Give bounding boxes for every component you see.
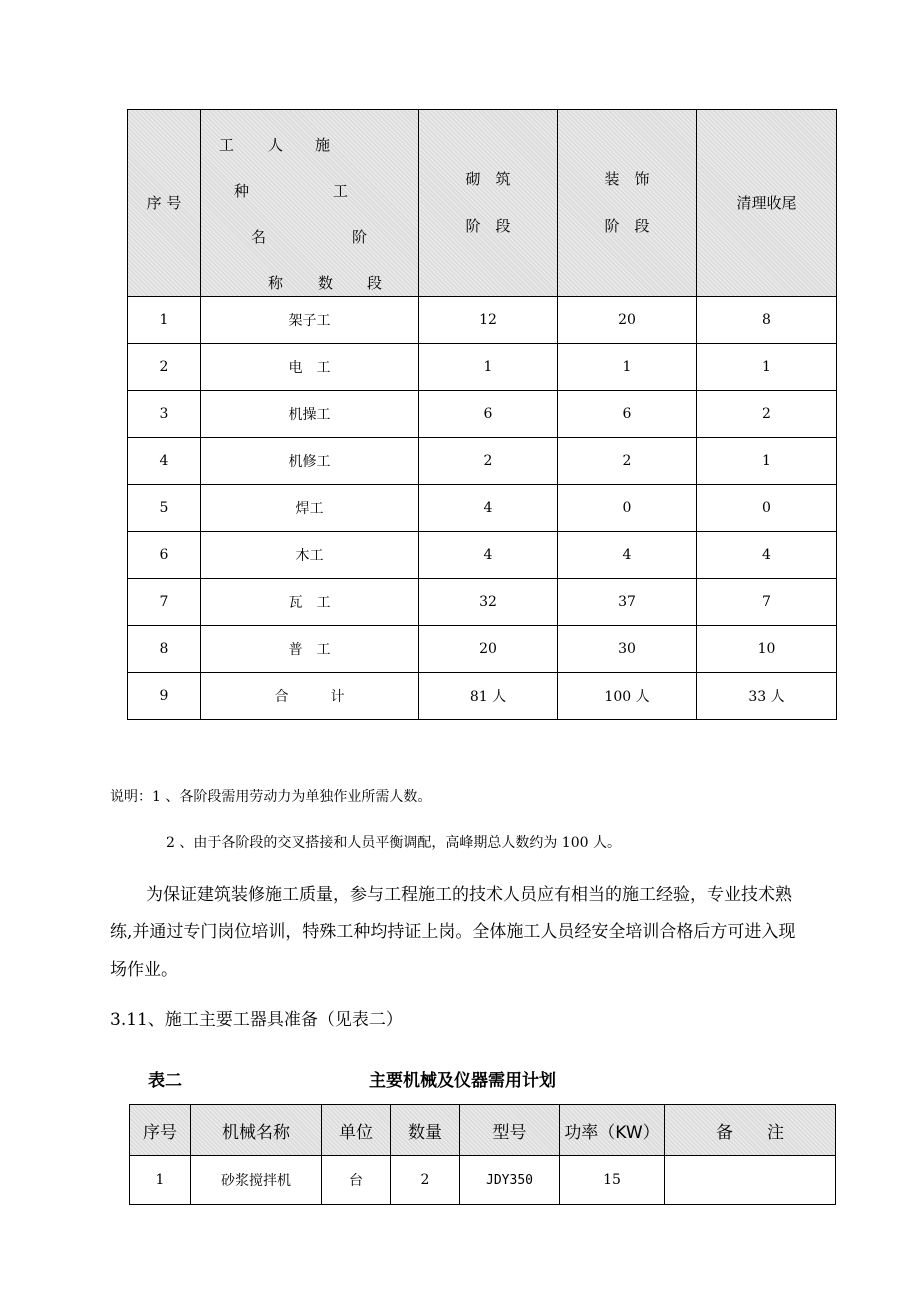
cell-cleanup: 1	[697, 438, 837, 485]
table-row	[128, 532, 837, 579]
cell-cleanup: 7	[697, 579, 837, 626]
cell-masonry: 4	[419, 532, 558, 579]
cell-name: 焊工	[201, 485, 419, 532]
cell-decoration: 37	[558, 579, 697, 626]
machinery-table	[129, 1104, 836, 1205]
cell-power: 15	[560, 1156, 665, 1205]
cell-remarks	[665, 1156, 836, 1205]
cell-masonry: 4	[419, 485, 558, 532]
cell-masonry: 20	[419, 626, 558, 673]
cell-decoration: 0	[558, 485, 697, 532]
diag-char: 名	[251, 228, 267, 246]
cell-no: 1	[130, 1156, 191, 1205]
table-row	[128, 485, 837, 532]
diag-char: 数	[318, 274, 334, 292]
cell-masonry: 2	[419, 438, 558, 485]
diag-char: 人	[268, 136, 284, 154]
cell-decoration: 1	[558, 344, 697, 391]
table-row	[128, 626, 837, 673]
header-seq: 序 号	[128, 110, 201, 297]
cell-no: 6	[128, 532, 201, 579]
header-model: 型号	[460, 1105, 560, 1156]
cell-masonry: 1	[419, 344, 558, 391]
cell-no: 4	[128, 438, 201, 485]
cell-cleanup: 33 人	[697, 673, 837, 720]
labor-table-header	[128, 110, 837, 297]
cell-no: 7	[128, 579, 201, 626]
header-masonry-stage	[419, 110, 558, 297]
diag-char: 阶	[352, 228, 368, 246]
note-line-2: 2 、由于各阶段的交叉搭接和人员平衡调配，高峰期总人数约为 100 人。	[166, 835, 621, 851]
table-row	[130, 1156, 836, 1205]
header-char: 装	[604, 170, 620, 188]
cell-machine-name: 砂浆搅拌机	[191, 1156, 322, 1205]
cell-decoration: 100 人	[558, 673, 697, 720]
cell-cleanup: 8	[697, 297, 837, 344]
header-decoration-stage	[558, 110, 697, 297]
diag-char: 段	[367, 274, 383, 292]
cell-masonry: 32	[419, 579, 558, 626]
cell-cleanup: 2	[697, 391, 837, 438]
note-line-1: 说明：1 、各阶段需用劳动力为单独作业所需人数。	[110, 789, 432, 805]
cell-name: 合 计	[201, 673, 419, 720]
cell-decoration: 20	[558, 297, 697, 344]
table-row-total	[128, 673, 837, 720]
cell-name: 木工	[201, 532, 419, 579]
header-power: 功率（KW）	[560, 1105, 665, 1156]
header-quantity: 数量	[391, 1105, 460, 1156]
header-char: 饰	[634, 170, 650, 188]
diag-char: 施	[315, 136, 331, 154]
cell-model: JDY350	[460, 1156, 560, 1205]
diag-char: 种	[234, 182, 250, 200]
labor-table	[127, 109, 837, 720]
cell-masonry: 12	[419, 297, 558, 344]
header-diagonal	[201, 110, 419, 297]
cell-no: 8	[128, 626, 201, 673]
cell-decoration: 4	[558, 532, 697, 579]
header-char: 段	[634, 217, 650, 235]
cell-cleanup: 1	[697, 344, 837, 391]
diag-char: 工	[333, 182, 349, 200]
header-char: 段	[495, 217, 511, 235]
table2-title: 主要机械及仪器需用计划	[369, 1071, 556, 1091]
table-row	[128, 391, 837, 438]
table-row	[128, 579, 837, 626]
header-char: 筑	[495, 170, 511, 188]
body-paragraph-line-2: 练,并通过专门岗位培训，特殊工种均持证上岗。全体施工人员经安全培训合格后方可进入现	[110, 922, 796, 942]
cell-name: 机操工	[201, 391, 419, 438]
cell-cleanup: 0	[697, 485, 837, 532]
cell-masonry: 6	[419, 391, 558, 438]
cell-no: 1	[128, 297, 201, 344]
header-char: 砌	[465, 170, 481, 188]
cell-name: 普 工	[201, 626, 419, 673]
cell-quantity: 2	[391, 1156, 460, 1205]
header-cleanup-stage: 清理收尾	[697, 110, 837, 297]
table-row	[128, 438, 837, 485]
cell-unit: 台	[322, 1156, 391, 1205]
section-heading: 3.11、施工主要工器具准备（见表二）	[110, 1010, 403, 1030]
diag-char: 工	[219, 136, 235, 154]
header-char: 阶	[604, 217, 620, 235]
cell-cleanup: 4	[697, 532, 837, 579]
header-remarks: 备 注	[665, 1105, 836, 1156]
cell-masonry: 81 人	[419, 673, 558, 720]
cell-cleanup: 10	[697, 626, 837, 673]
cell-decoration: 2	[558, 438, 697, 485]
header-unit: 单位	[322, 1105, 391, 1156]
diag-char: 称	[268, 274, 284, 292]
table-row	[128, 344, 837, 391]
machinery-table-header	[130, 1105, 836, 1156]
cell-no: 2	[128, 344, 201, 391]
header-seq: 序号	[130, 1105, 191, 1156]
cell-decoration: 30	[558, 626, 697, 673]
cell-no: 3	[128, 391, 201, 438]
cell-name: 瓦 工	[201, 579, 419, 626]
cell-no: 9	[128, 673, 201, 720]
cell-name: 电 工	[201, 344, 419, 391]
header-char: 阶	[465, 217, 481, 235]
header-machine-name: 机械名称	[191, 1105, 322, 1156]
cell-name: 架子工	[201, 297, 419, 344]
cell-name: 机修工	[201, 438, 419, 485]
cell-no: 5	[128, 485, 201, 532]
table2-label: 表二	[148, 1071, 182, 1091]
cell-decoration: 6	[558, 391, 697, 438]
table-row	[128, 297, 837, 344]
body-paragraph-line-1: 为保证建筑装修施工质量，参与工程施工的技术人员应有相当的施工经验，专业技术熟	[146, 885, 792, 905]
body-paragraph-line-3: 场作业。	[110, 960, 178, 980]
